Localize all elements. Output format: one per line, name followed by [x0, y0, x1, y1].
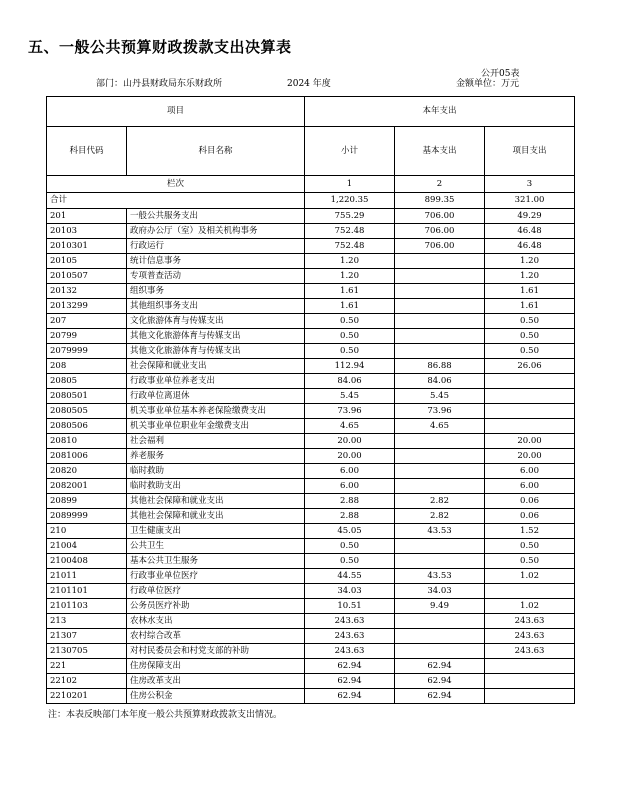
header-current-expense: 本年支出 [305, 97, 575, 127]
row-subtotal: 0.50 [305, 329, 395, 344]
row-subtotal: 0.50 [305, 539, 395, 554]
row-name: 农村综合改革 [127, 629, 305, 644]
row-basic [395, 629, 485, 644]
header-subject-name: 科目名称 [127, 127, 305, 176]
table-row [47, 344, 575, 359]
row-basic [395, 554, 485, 569]
row-code: 213 [47, 614, 127, 629]
row-code: 2080501 [47, 389, 127, 404]
row-project [485, 689, 575, 704]
row-name: 组织事务 [127, 284, 305, 299]
expenditure-table [46, 96, 575, 704]
row-project: 243.63 [485, 614, 575, 629]
row-code: 20820 [47, 464, 127, 479]
row-subtotal: 45.05 [305, 524, 395, 539]
row-name: 公务员医疗补助 [127, 599, 305, 614]
row-basic: 86.88 [395, 359, 485, 374]
row-project [485, 659, 575, 674]
row-name: 其他组织事务支出 [127, 299, 305, 314]
row-basic: 5.45 [395, 389, 485, 404]
table-row [47, 509, 575, 524]
row-code: 2013299 [47, 299, 127, 314]
row-subtotal: 112.94 [305, 359, 395, 374]
row-basic: 62.94 [395, 659, 485, 674]
row-basic: 9.49 [395, 599, 485, 614]
header-project-expense: 项目支出 [485, 127, 575, 176]
row-code: 20810 [47, 434, 127, 449]
total-project: 321.00 [485, 193, 575, 209]
row-basic [395, 329, 485, 344]
row-subtotal: 62.94 [305, 659, 395, 674]
row-basic: 2.82 [395, 509, 485, 524]
row-name: 其他文化旅游体育与传媒支出 [127, 329, 305, 344]
row-code: 20132 [47, 284, 127, 299]
year: 2024 年度 [287, 79, 331, 89]
row-name: 一般公共服务支出 [127, 209, 305, 224]
header-subject-code: 科目代码 [47, 127, 127, 176]
row-project: 0.50 [485, 329, 575, 344]
row-project: 0.50 [485, 344, 575, 359]
table-row [47, 434, 575, 449]
row-name: 临时救助 [127, 464, 305, 479]
table-row [47, 284, 575, 299]
row-project: 6.00 [485, 479, 575, 494]
row-basic: 62.94 [395, 674, 485, 689]
row-subtotal: 73.96 [305, 404, 395, 419]
table-row [47, 629, 575, 644]
row-name: 行政事业单位医疗 [127, 569, 305, 584]
row-code: 2089999 [47, 509, 127, 524]
row-name: 卫生健康支出 [127, 524, 305, 539]
form-code: 公开05表 [481, 69, 520, 79]
row-subtotal: 0.50 [305, 314, 395, 329]
row-basic [395, 614, 485, 629]
row-project: 243.63 [485, 644, 575, 659]
row-subtotal: 2.88 [305, 509, 395, 524]
footnote: 注：本表反映部门本年度一般公共预算财政拨款支出情况。 [48, 710, 283, 720]
row-name: 农林水支出 [127, 614, 305, 629]
row-code: 2080505 [47, 404, 127, 419]
table-row [47, 479, 575, 494]
table-row [47, 674, 575, 689]
row-basic: 34.03 [395, 584, 485, 599]
row-project: 0.50 [485, 554, 575, 569]
row-code: 20799 [47, 329, 127, 344]
row-name: 政府办公厅（室）及相关机构事务 [127, 224, 305, 239]
row-name: 养老服务 [127, 449, 305, 464]
row-code: 20105 [47, 254, 127, 269]
row-project: 0.06 [485, 509, 575, 524]
row-subtotal: 6.00 [305, 464, 395, 479]
row-basic [395, 539, 485, 554]
page-title: 五、一般公共预算财政拨款支出决算表 [28, 38, 292, 56]
row-project [485, 374, 575, 389]
row-project [485, 404, 575, 419]
row-basic [395, 299, 485, 314]
row-subtotal: 243.63 [305, 629, 395, 644]
table-row [47, 659, 575, 674]
row-subtotal: 755.29 [305, 209, 395, 224]
row-subtotal: 20.00 [305, 449, 395, 464]
table-row [47, 569, 575, 584]
row-subtotal: 243.63 [305, 614, 395, 629]
header-col3: 3 [485, 176, 575, 193]
row-subtotal: 1.20 [305, 269, 395, 284]
table-row [47, 374, 575, 389]
row-project: 20.00 [485, 449, 575, 464]
table-row [47, 359, 575, 374]
row-name: 文化旅游体育与传媒支出 [127, 314, 305, 329]
row-code: 2079999 [47, 344, 127, 359]
row-subtotal: 1.20 [305, 254, 395, 269]
row-subtotal: 2.88 [305, 494, 395, 509]
table-row [47, 239, 575, 254]
row-code: 21004 [47, 539, 127, 554]
row-basic [395, 254, 485, 269]
row-project: 49.29 [485, 209, 575, 224]
row-name: 公共卫生 [127, 539, 305, 554]
header-basic: 基本支出 [395, 127, 485, 176]
row-code: 2101103 [47, 599, 127, 614]
row-name: 临时救助支出 [127, 479, 305, 494]
table-row [47, 539, 575, 554]
table-row [47, 299, 575, 314]
row-basic [395, 314, 485, 329]
row-subtotal: 0.50 [305, 344, 395, 359]
row-project: 1.20 [485, 254, 575, 269]
total-row [47, 193, 575, 209]
row-project [485, 674, 575, 689]
table-row [47, 584, 575, 599]
table-row [47, 419, 575, 434]
table-row [47, 464, 575, 479]
table-row [47, 644, 575, 659]
row-project: 1.61 [485, 299, 575, 314]
row-name: 行政单位医疗 [127, 584, 305, 599]
table-row [47, 314, 575, 329]
row-name: 社会保障和就业支出 [127, 359, 305, 374]
row-project: 243.63 [485, 629, 575, 644]
row-project: 46.48 [485, 239, 575, 254]
table-row [47, 389, 575, 404]
table-row [47, 329, 575, 344]
row-project: 1.02 [485, 569, 575, 584]
row-project: 0.50 [485, 539, 575, 554]
row-subtotal: 34.03 [305, 584, 395, 599]
row-project: 1.61 [485, 284, 575, 299]
row-code: 2210201 [47, 689, 127, 704]
unit: 金额单位：万元 [456, 79, 520, 89]
row-basic: 62.94 [395, 689, 485, 704]
table-row [47, 524, 575, 539]
row-name: 其他社会保障和就业支出 [127, 494, 305, 509]
table-row [47, 599, 575, 614]
row-code: 22102 [47, 674, 127, 689]
row-code: 221 [47, 659, 127, 674]
row-code: 2010301 [47, 239, 127, 254]
table-row [47, 554, 575, 569]
row-basic [395, 284, 485, 299]
row-subtotal: 20.00 [305, 434, 395, 449]
table-row [47, 224, 575, 239]
row-name: 住房公积金 [127, 689, 305, 704]
table-row [47, 269, 575, 284]
row-code: 20805 [47, 374, 127, 389]
row-subtotal: 1.61 [305, 284, 395, 299]
table-row [47, 689, 575, 704]
row-code: 20899 [47, 494, 127, 509]
row-project: 0.06 [485, 494, 575, 509]
row-name: 机关事业单位基本养老保险缴费支出 [127, 404, 305, 419]
table-row [47, 449, 575, 464]
row-code: 210 [47, 524, 127, 539]
row-subtotal: 62.94 [305, 689, 395, 704]
row-basic: 84.06 [395, 374, 485, 389]
row-subtotal: 44.55 [305, 569, 395, 584]
row-code: 2082001 [47, 479, 127, 494]
row-name: 其他文化旅游体育与传媒支出 [127, 344, 305, 359]
row-code: 2101101 [47, 584, 127, 599]
row-project [485, 584, 575, 599]
row-code: 207 [47, 314, 127, 329]
total-subtotal: 1,220.35 [305, 193, 395, 209]
row-subtotal: 4.65 [305, 419, 395, 434]
row-basic: 43.53 [395, 524, 485, 539]
row-name: 统计信息事务 [127, 254, 305, 269]
row-project: 1.52 [485, 524, 575, 539]
row-basic: 4.65 [395, 419, 485, 434]
header-project: 项目 [47, 97, 305, 127]
row-name: 机关事业单位职业年金缴费支出 [127, 419, 305, 434]
row-name: 住房保障支出 [127, 659, 305, 674]
row-subtotal: 10.51 [305, 599, 395, 614]
row-code: 2080506 [47, 419, 127, 434]
row-name: 行政事业单位养老支出 [127, 374, 305, 389]
row-name: 社会福利 [127, 434, 305, 449]
row-basic: 2.82 [395, 494, 485, 509]
row-basic: 706.00 [395, 239, 485, 254]
row-project: 1.20 [485, 269, 575, 284]
row-subtotal: 0.50 [305, 554, 395, 569]
row-project: 0.50 [485, 314, 575, 329]
row-project: 6.00 [485, 464, 575, 479]
row-project: 26.06 [485, 359, 575, 374]
row-code: 21307 [47, 629, 127, 644]
row-basic [395, 644, 485, 659]
row-basic [395, 464, 485, 479]
row-project: 20.00 [485, 434, 575, 449]
row-code: 21011 [47, 569, 127, 584]
row-project [485, 419, 575, 434]
row-subtotal: 84.06 [305, 374, 395, 389]
row-name: 行政运行 [127, 239, 305, 254]
row-name: 其他社会保障和就业支出 [127, 509, 305, 524]
row-name: 对村民委员会和村党支部的补助 [127, 644, 305, 659]
row-code: 208 [47, 359, 127, 374]
department: 部门：山丹县财政局东乐财政所 [96, 79, 223, 89]
table-row [47, 254, 575, 269]
row-subtotal: 5.45 [305, 389, 395, 404]
table-row [47, 404, 575, 419]
row-code: 201 [47, 209, 127, 224]
row-subtotal: 62.94 [305, 674, 395, 689]
header-col2: 2 [395, 176, 485, 193]
row-basic: 73.96 [395, 404, 485, 419]
row-basic: 706.00 [395, 224, 485, 239]
row-name: 住房改革支出 [127, 674, 305, 689]
row-project [485, 389, 575, 404]
header-subtotal: 小计 [305, 127, 395, 176]
row-code: 20103 [47, 224, 127, 239]
row-basic [395, 479, 485, 494]
table-row [47, 614, 575, 629]
row-basic [395, 344, 485, 359]
row-basic: 706.00 [395, 209, 485, 224]
row-subtotal: 243.63 [305, 644, 395, 659]
row-code: 2100408 [47, 554, 127, 569]
row-basic [395, 269, 485, 284]
row-name: 专项普查活动 [127, 269, 305, 284]
row-code: 2130705 [47, 644, 127, 659]
row-name: 行政单位离退休 [127, 389, 305, 404]
row-project: 46.48 [485, 224, 575, 239]
row-subtotal: 752.48 [305, 239, 395, 254]
row-basic: 43.53 [395, 569, 485, 584]
row-basic [395, 434, 485, 449]
row-subtotal: 6.00 [305, 479, 395, 494]
total-basic: 899.35 [395, 193, 485, 209]
row-basic [395, 449, 485, 464]
header-column-order: 栏次 [47, 176, 305, 193]
table-row [47, 494, 575, 509]
row-subtotal: 1.61 [305, 299, 395, 314]
row-code: 2081006 [47, 449, 127, 464]
total-label: 合计 [47, 193, 305, 209]
row-code: 2010507 [47, 269, 127, 284]
row-name: 基本公共卫生服务 [127, 554, 305, 569]
row-project: 1.02 [485, 599, 575, 614]
row-subtotal: 752.48 [305, 224, 395, 239]
table-row [47, 209, 575, 224]
header-col1: 1 [305, 176, 395, 193]
